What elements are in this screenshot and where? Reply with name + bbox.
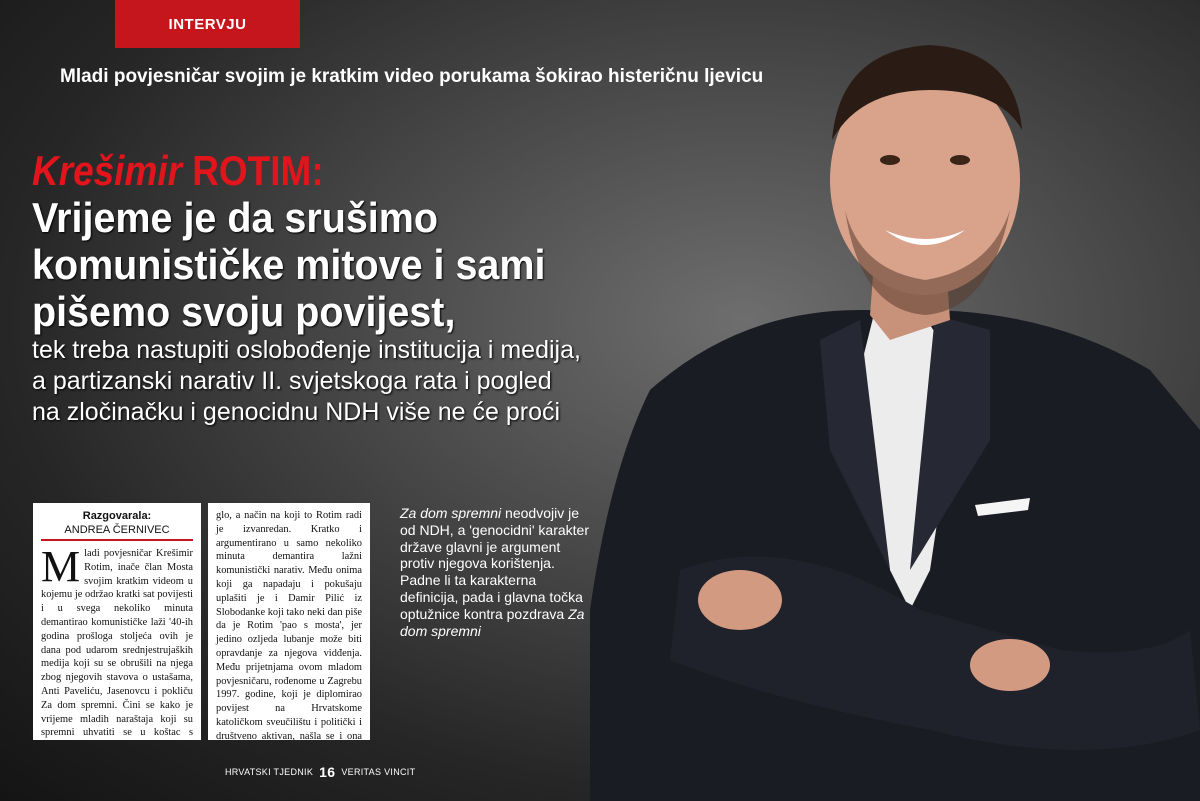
- pull-quote-lead: Za dom spremni: [400, 505, 502, 521]
- pull-quote: [400, 505, 590, 639]
- interviewer-label: Razgovarala:: [82, 510, 152, 522]
- headline-first-name: Krešimir: [32, 147, 182, 194]
- headline-line: komunističke mitove i sami: [32, 241, 546, 288]
- headline-line: pišemo svoju povijest,: [32, 288, 456, 335]
- footer-motto: VERITAS VINCIT: [341, 767, 416, 777]
- headline-subline: na zločinačku i genocidnu NDH više ne će proći: [32, 398, 561, 426]
- section-tab: INTERVJU: [115, 0, 300, 48]
- pull-quote-body: neodvojiv je od NDH, a 'genocidni' karakter države glavni je argument protiv njegova korištenja. Padne li ta karakterna definicija, pada i glavna točka optužnice kontra pozdrava: [400, 505, 589, 622]
- headline-subline: tek treba nastupiti oslobođenje institucija i medija,: [32, 336, 581, 364]
- headline-name: [32, 148, 515, 194]
- portrait-photo: [590, 10, 1200, 801]
- pull-quote-tail: Za dom spremni: [400, 605, 585, 639]
- headline: [32, 148, 581, 428]
- article-column-2: [208, 503, 370, 740]
- headline-line: Vrijeme je da srušimo: [32, 194, 438, 241]
- page-number: 16: [319, 764, 336, 780]
- interviewer-name: ANDREA ČERNIVEC: [41, 523, 193, 541]
- headline-subline: a partizanski narativ II. svjetskoga rata i pogled: [32, 367, 552, 395]
- headline-last-name: ROTIM:: [192, 147, 324, 194]
- footer-publication: HRVATSKI TJEDNIK: [225, 767, 314, 777]
- page-footer: [225, 764, 415, 780]
- kicker: Mladi povjesničar svojim je kratkim video porukama šokirao histeričnu ljevicu: [60, 66, 764, 87]
- dropcap: M: [41, 542, 81, 591]
- article-column-1: [33, 503, 201, 740]
- column-1-text: ladi povjesničar Krešimir Rotim, inače član Mosta svojim kratkim videom u kojemu je održao kratki sat povijesti i u svega nekoliko minuta demantirao komunističke laži '40-ih godina prošloga stoljeća ovih je dana pod udarom srednjestrujaških medija koji su se obrušili na njega zbog njegovih stavova o ustašama, Anti Paveliću, Jasenovcu i pokliču Za dom spremni. Čini se kako je vrijeme mladih naraštaja koji su spremni uhvatiti se u koštac s: [41, 548, 193, 739]
- column-2-text: glo, a način na koji to Rotim radi je izvanredan. Kratko i argumentirano u samo nekoliko minuta demantira lažni komunistički narativ. Među onima koji ga napadaju i pokušaju uplašiti je i Damir Pilić iz Slobodanke koji tako neki dan piše da je Rotim 'pao s mosta', jer jedino ozljeda lubanje može biti opravdanje za njegova vidđenja. Među prijetnjama ovom mladom povjesničaru, rođenome u Zagrebu 1997. godine, koji je diplomirao povijest na Hrvatskome katoličkom sveučilištu i politički i društveno aktivan, našla se i ona: [216, 510, 362, 740]
